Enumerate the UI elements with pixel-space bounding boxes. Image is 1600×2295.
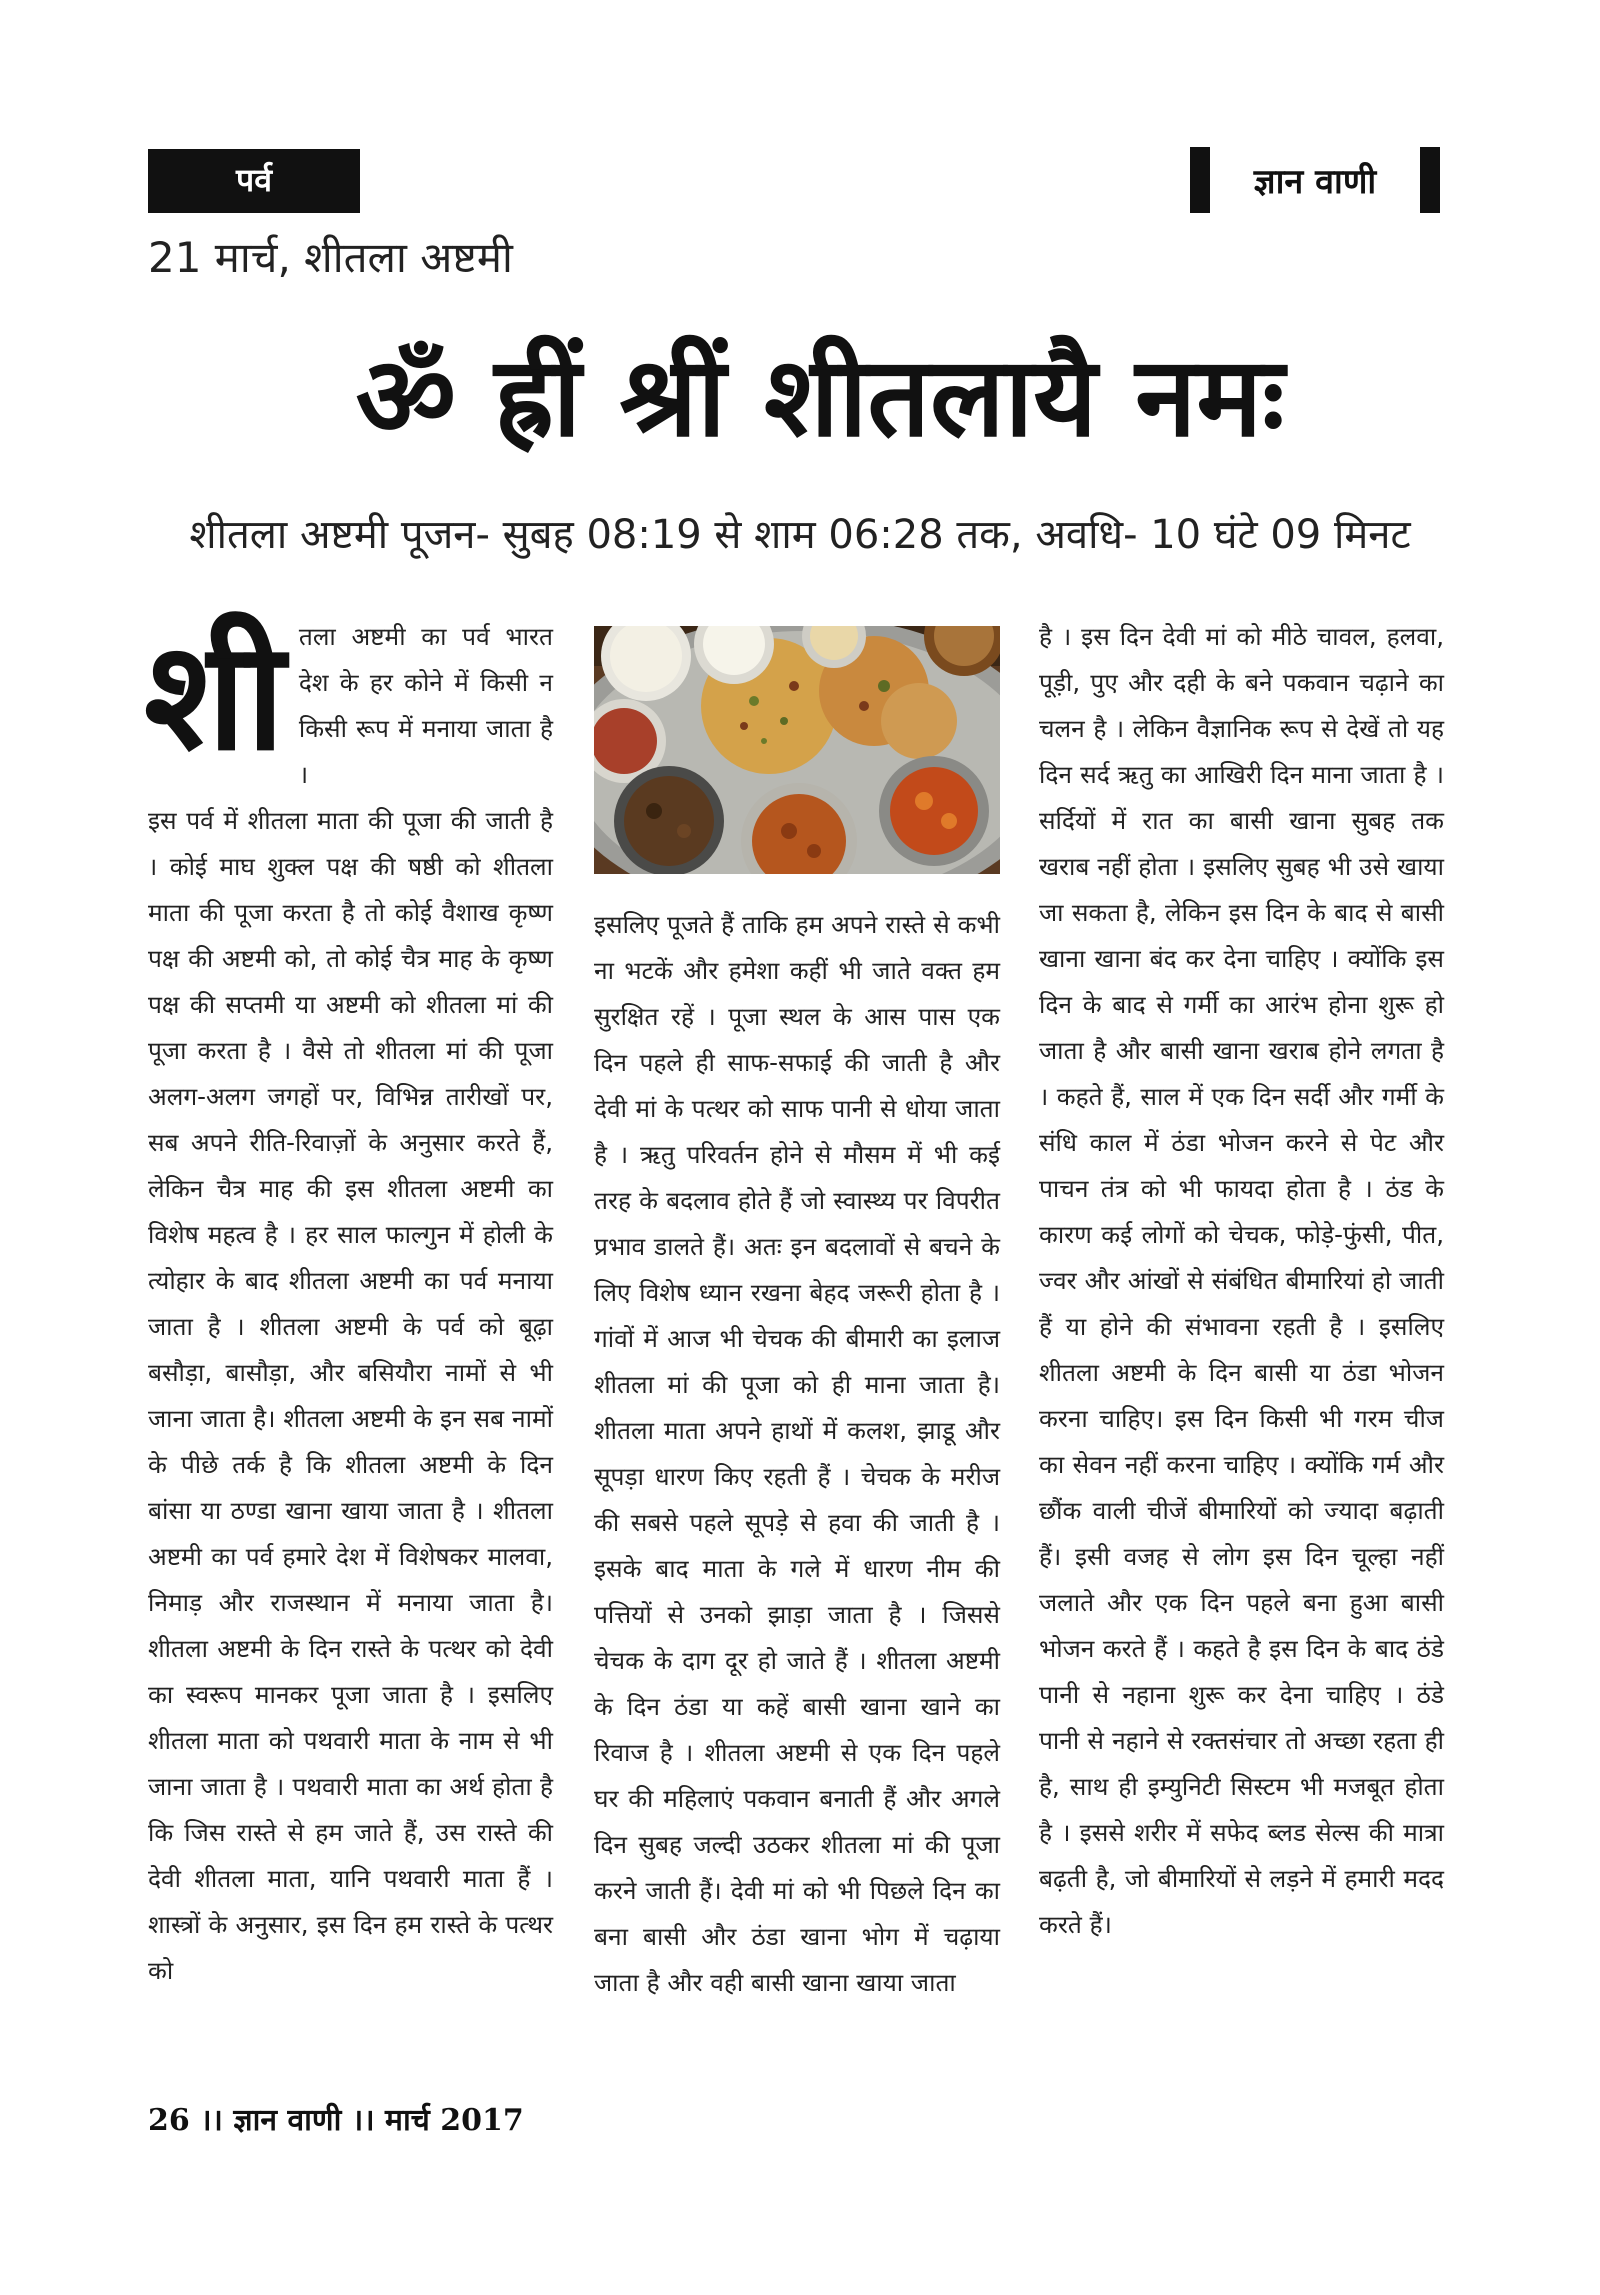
- puja-timing: शीतला अष्टमी पूजन- सुबह 08:19 से शाम 06:28 तक, अवधि- 10 घंटे 09 मिनट: [189, 512, 1411, 558]
- column-1-body: इस पर्व में शीतला माता की पूजा की जाती है । कोई माघ शुक्ल पक्ष की षष्ठी को शीतला माता की पूजा करता है तो कोई वैशाख कृष्ण पक्ष की अष्टमी को, तो कोई चैत्र माह के कृष्ण पक्ष की सप्तमी या अष्टमी को शीतला मां की पूजा करता है । वैसे तो शीतला मां की पूजा अलग-अलग जगहों पर, विभिन्न तारीखों पर, सब अपने रीति-रिवाज़ों के अनुसार करते हैं, लेकिन चैत्र माह की इस शीतला अष्टमी का विशेष महत्व है । हर साल फाल्गुन में होली के त्योहार के बाद शीतला अष्टमी का पर्व मनाया जाता है । शीतला अष्टमी के पर्व को बूढ़ा बसौड़ा, बासौड़ा, और बसियौरा नामों से भी जाना जाता है। शीतला अष्टमी के इन सब नामों के पीछे तर्क है कि शीतला अष्टमी के दिन बांसा या ठण्डा खाना खाया जाता है । शीतला अष्टमी का पर्व हमारे देश में विशेषकर मालवा, निमाड़ और राजस्थान में मनाया जाता है। शीतला अष्टमी के दिन रास्ते के पत्थर को देवी का स्वरूप मानकर पूजा जाता है । इसलिए शीतला माता को पथवारी माता के नाम से भी जाना जाता है । पथवारी माता का अर्थ होता है कि जिस रास्ते से हम जाते हैं, उस रास्ते की देवी शीतला माता, यानि पथवारी माता हैं । शास्त्रों के अनुसार, इस दिन हम रास्ते के पत्थर को: [148, 806, 553, 1985]
- article-column-1: [144, 610, 553, 1994]
- date-line: 21 मार्च, शीतला अष्टमी: [148, 233, 513, 282]
- magazine-name: ज्ञान वाणी: [1253, 162, 1377, 202]
- article-column-2: [594, 902, 1000, 2006]
- masthead-bar-left: [1190, 147, 1210, 213]
- column-2-body: इसलिए पूजते हैं ताकि हम अपने रास्ते से कभी ना भटकें और हमेशा कहीं भी जाते वक्त हम सुरक्षित रहें । पूजा स्थल के आस पास एक दिन पहले ही साफ-सफाई की जाती है और देवी मां के पत्थर को साफ पानी से धोया जाता है । ऋतु परिवर्तन होने से मौसम में भी कई तरह के बदलाव होते हैं जो स्वास्थ्य पर विपरीत प्रभाव डालते हैं। अतः इन बदलावों से बचने के लिए विशेष ध्यान रखना बेहद जरूरी होता है । गांवों में आज भी चेचक की बीमारी का इलाज शीतला मां की पूजा को ही माना जाता है। शीतला माता अपने हाथों में कलश, झाडू और सूपड़ा धारण किए रहती हैं । चेचक के मरीज की सबसे पहले सूपड़े से हवा की जाती है । इसके बाद माता के गले में धारण नीम की पत्तियों से उनको झाड़ा जाता है । जिससे चेचक के दाग दूर हो जाते हैं । शीतला अष्टमी के दिन ठंडा या कहें बासी खाना खाने का रिवाज है । शीतला अष्टमी से एक दिन पहले घर की महिलाएं पकवान बनाती हैं और अगले दिन सुबह जल्दी उठकर शीतला मां की पूजा करने जाती हैं। देवी मां को भी पिछले दिन का बना बासी और ठंडा खाना भोग में चढ़ाया जाता है और वही बासी खाना खाया जाता: [594, 910, 1000, 1997]
- drop-cap: शी: [144, 610, 285, 784]
- column-3-body: है । इस दिन देवी मां को मीठे चावल, हलवा, पूड़ी, पुए और दही के बने पकवान चढ़ाने का चलन है । लेकिन वैज्ञानिक रूप से देखें तो यह दिन सर्द ऋतु का आखिरी दिन माना जाता है । सर्दियों में रात का बासी खाना सुबह तक खराब नहीं होता । इसलिए सुबह भी उसे खाया जा सकता है, लेकिन इस दिन के बाद से बासी खाना खाना बंद कर देना चाहिए । क्योंकि इस दिन के बाद से गर्मी का आरंभ होना शुरू हो जाता है और बासी खाना खराब होने लगता है । कहते हैं, साल में एक दिन सर्दी और गर्मी के संधि काल में ठंडा भोजन करने से पेट और पाचन तंत्र को भी फायदा होता है । ठंड के कारण कई लोगों को चेचक, फोड़े-फुंसी, पीत, ज्वर और आंखों से संबंधित बीमारियां हो जाती हैं या होने की संभावना रहती है । इसलिए शीतला अष्टमी के दिन बासी या ठंडा भोजन करना चाहिए। इस दिन किसी भी गरम चीज का सेवन नहीं करना चाहिए । क्योंकि गर्म और छौंक वाली चीजें बीमारियों को ज्यादा बढ़ाती हैं। इसी वजह से लोग इस दिन चूल्हा नहीं जलाते और एक दिन पहले बना हुआ बासी भोजन करते हैं । कहते है इस दिन के बाद ठंडे पानी से नहाना शुरू कर देना चाहिए । ठंडे पानी से नहाने से रक्तसंचार तो अच्छा रहता ही है, साथ ही इम्युनिटी सिस्टम भी मजबूत होता है । इससे शरीर में सफेद ब्लड सेल्स की मात्रा बढ़ती है, जो बीमारियों से लड़ने में हमारी मदद करते हैं।: [1039, 622, 1444, 1939]
- masthead-bar-right: [1420, 147, 1440, 213]
- lead-paragraph: तला अष्टमी का पर्व भारत देश के हर कोने में किसी न किसी रूप में मनाया जाता है ।: [298, 622, 553, 789]
- magazine-masthead: [1190, 147, 1440, 213]
- article-column-3: [1039, 614, 1444, 1948]
- mantra-title: ॐ ह्रीं श्रीं शीतलायै नमः: [355, 333, 1285, 461]
- section-label: पर्व: [148, 149, 360, 213]
- thali-food-photo: [594, 626, 1000, 874]
- page-folio: 26 ।। ज्ञान वाणी ।। मार्च 2017: [148, 2103, 524, 2138]
